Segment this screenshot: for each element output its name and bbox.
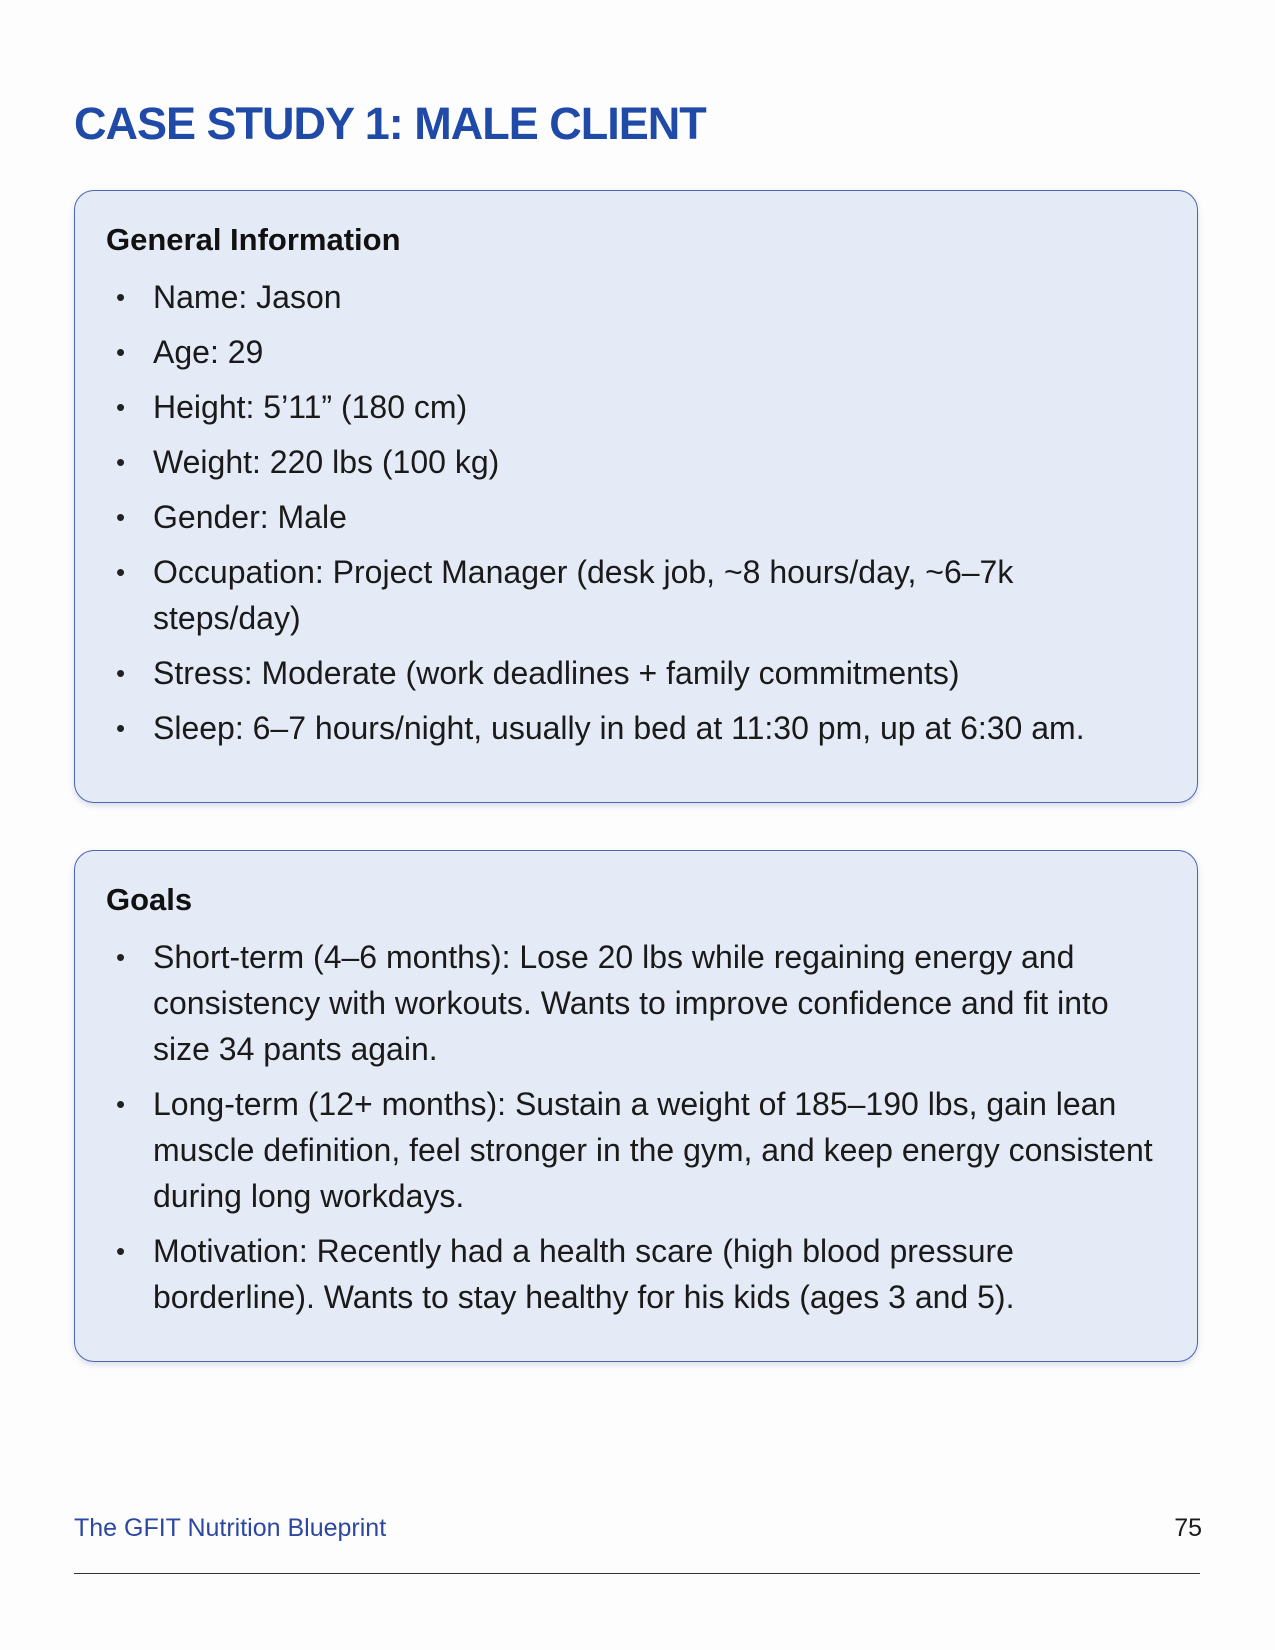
list-item-text: Motivation: Recently had a health scare (high blood pressure borderline). Wants to stay healthy for his kids (ages 3 and 5). [153, 1233, 1015, 1316]
list-item-text: Gender: Male [153, 499, 347, 536]
list-item [106, 1081, 1157, 1219]
general-information-card [74, 190, 1198, 803]
bullet-icon: • [116, 1089, 126, 1120]
bullet-icon: • [116, 502, 126, 533]
list-item-text: Short-term (4–6 months): Lose 20 lbs while regaining energy and consistency with workouts. Wants to improve confidence and fit into size 34 pants again. [153, 939, 1109, 1068]
list-item [106, 1228, 1157, 1320]
bullet-icon: • [116, 392, 126, 423]
list-item-text: Weight: 220 lbs (100 kg) [153, 444, 500, 481]
bullet-icon: • [116, 1236, 126, 1267]
goals-list [106, 934, 1157, 1320]
page-number: 75 [1174, 1514, 1202, 1542]
list-item [106, 705, 1157, 751]
bullet-icon: • [116, 447, 126, 478]
general-information-heading: General Information [106, 222, 401, 257]
list-item [106, 384, 1157, 430]
goals-heading: Goals [106, 882, 193, 917]
bullet-icon: • [116, 282, 126, 313]
list-item-text: Long-term (12+ months): Sustain a weight of 185–190 lbs, gain lean muscle definition, feel stronger in the gym, and keep energy consistent during long workdays. [153, 1086, 1153, 1215]
list-item [106, 934, 1157, 1072]
list-item [106, 439, 1157, 485]
general-information-list [106, 274, 1157, 751]
list-item [106, 549, 1157, 641]
bullet-icon: • [116, 713, 126, 744]
list-item-text: Occupation: Project Manager (desk job, ~8 hours/day, ~6–7k steps/day) [153, 554, 1014, 637]
list-item [106, 274, 1157, 320]
list-item-text: Name: Jason [153, 279, 342, 316]
list-item-text: Sleep: 6–7 hours/night, usually in bed at 11:30 pm, up at 6:30 am. [153, 710, 1085, 747]
list-item-text: Age: 29 [153, 334, 264, 371]
footer-divider [74, 1573, 1200, 1574]
list-item [106, 494, 1157, 540]
bullet-icon: • [116, 658, 126, 689]
list-item [106, 329, 1157, 375]
goals-card [74, 850, 1198, 1362]
bullet-icon: • [116, 557, 126, 588]
bullet-icon: • [116, 942, 126, 973]
list-item-text: Stress: Moderate (work deadlines + family commitments) [153, 655, 960, 692]
bullet-icon: • [116, 337, 126, 368]
page-title: CASE STUDY 1: MALE CLIENT [74, 98, 706, 149]
list-item [106, 650, 1157, 696]
list-item-text: Height: 5’11” (180 cm) [153, 389, 468, 426]
footer-book-title: The GFIT Nutrition Blueprint [74, 1514, 387, 1542]
